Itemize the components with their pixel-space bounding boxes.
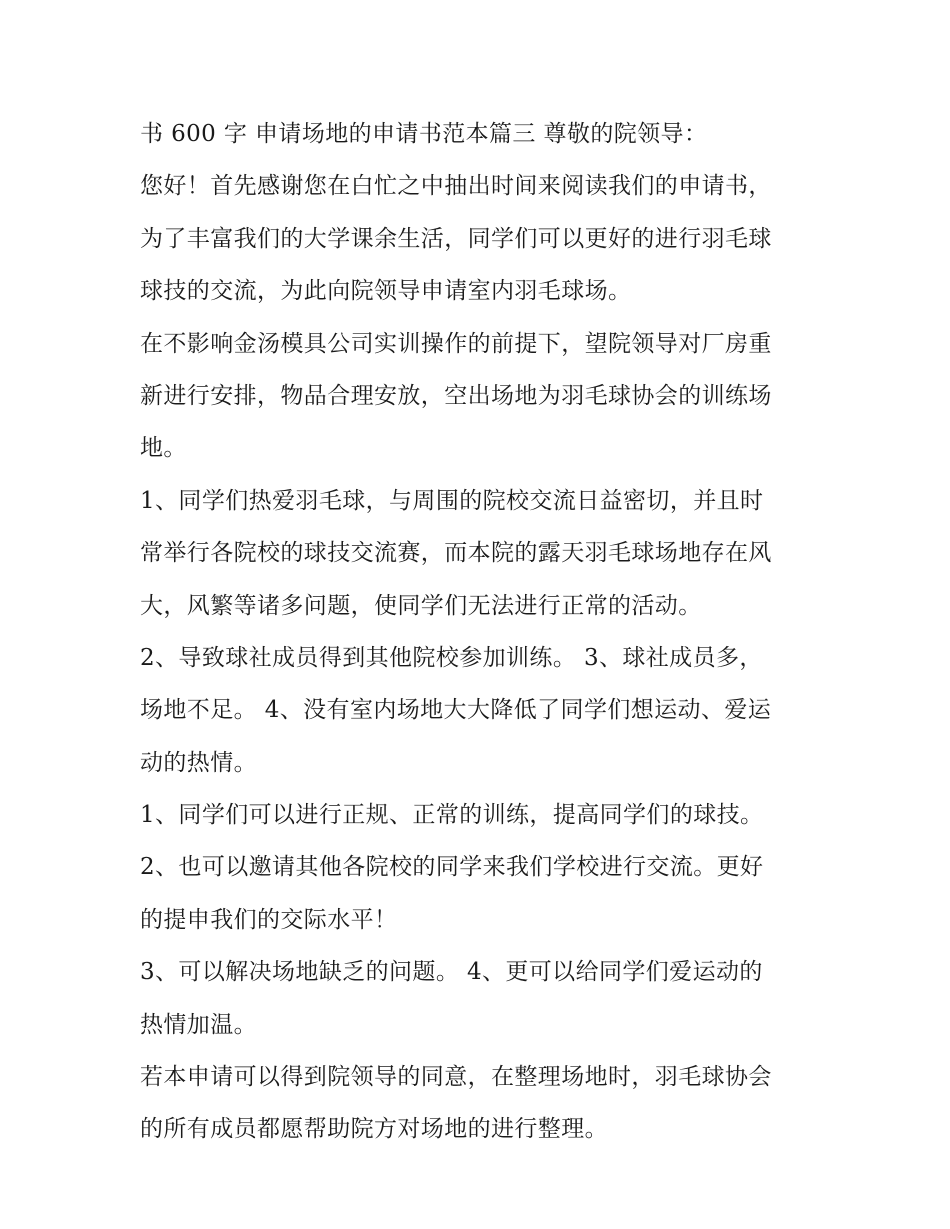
text-line: 2、也可以邀请其他各院校的同学来我们学校进行交流。更好 (140, 854, 764, 881)
text-line: 1、同学们热爱羽毛球，与周围的院校交流日益密切，并且时 (140, 487, 764, 514)
text-line: 您好！首先感谢您在白忙之中抽出时间来阅读我们的申请书， (140, 173, 772, 200)
text-line: 地。 (140, 435, 187, 462)
text-line: 动的热情。 (140, 749, 257, 776)
text-line: 1、同学们可以进行正规、正常的训练，提高同学们的球技。 (140, 802, 764, 829)
text-line: 场地不足。 4、没有室内场地大大降低了同学们想运动、爱运 (140, 697, 772, 724)
text-line: 的提申我们的交际水平！ (140, 906, 398, 933)
text-line: 书 600 字 申请场地的申请书范本篇三 尊敬的院领导： (140, 121, 708, 147)
text-line: 新进行安排，物品合理安放，空出场地为羽毛球协会的训练场 (140, 382, 772, 409)
text-line: 球技的交流，为此向院领导申请室内羽毛球场。 (140, 278, 632, 305)
text-line: 的所有成员都愿帮助院方对场地的进行整理。 (140, 1116, 608, 1143)
text-line: 为了丰富我们的大学课余生活，同学们可以更好的进行羽毛球 (140, 225, 772, 252)
document-body (140, 108, 830, 1156)
text-line: 3、可以解决场地缺乏的问题。 4、更可以给同学们爱运动的 (140, 959, 763, 986)
text-line: 若本申请可以得到院领导的同意，在整理场地时，羽毛球协会 (140, 1064, 772, 1091)
text-line: 在不影响金汤模具公司实训操作的前提下，望院领导对厂房重 (140, 330, 772, 357)
text-line: 常举行各院校的球技交流赛，而本院的露天羽毛球场地存在风 (140, 540, 772, 567)
text-line: 2、导致球社成员得到其他院校参加训练。 3、球社成员多， (140, 644, 763, 671)
text-line: 热情加温。 (140, 1011, 257, 1038)
text-line: 大，风繁等诸多问题，使同学们无法进行正常的活动。 (140, 592, 702, 619)
